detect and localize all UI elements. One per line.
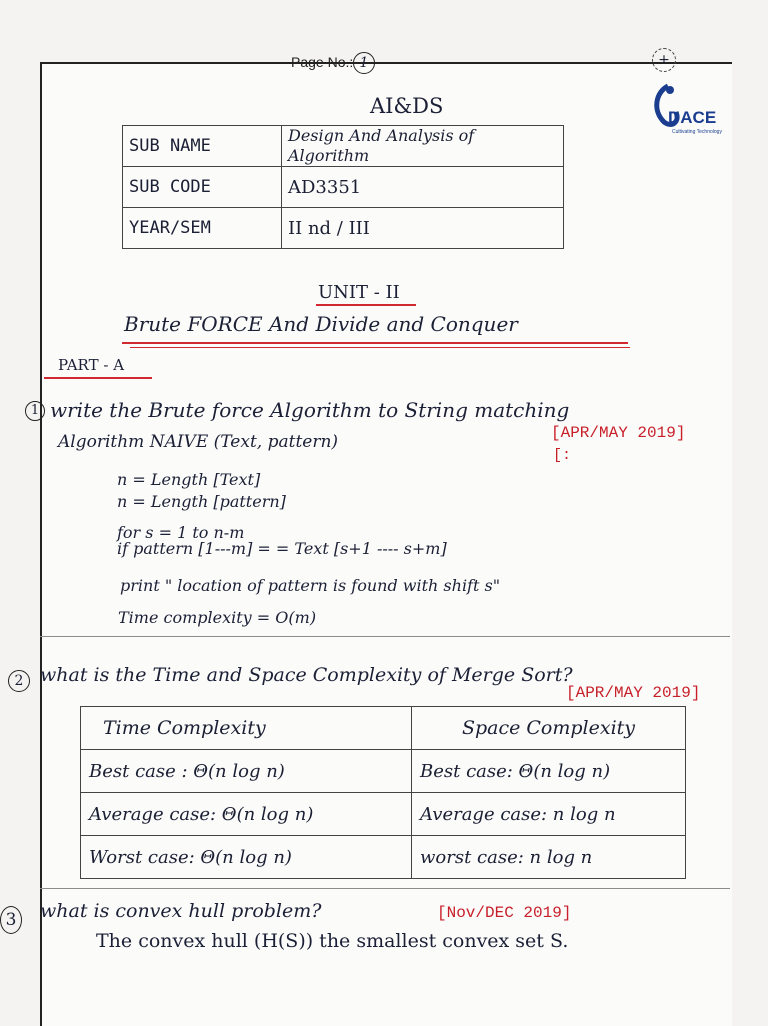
section-divider: [40, 636, 730, 637]
part-label: PART - A: [58, 356, 125, 374]
q1-algorithm-line: Algorithm NAIVE (Text, pattern): [58, 432, 339, 452]
subject-info-table: [122, 125, 564, 249]
q1-step-line: n = Length [pattern]: [117, 492, 286, 511]
sub-code-value: AD3351: [282, 167, 564, 208]
unit-subtitle: Brute FORCE And Divide and Conquer: [124, 312, 518, 336]
time-best-case: Best case : Θ(n log n): [81, 750, 412, 793]
time-worst-case: Worst case: Θ(n log n): [81, 836, 412, 879]
table-row: [81, 836, 686, 879]
q1-step-line: if pattern [1---m] = = Text [s+1 ---- s+m]: [117, 539, 447, 558]
sub-code-label: SUB CODE: [123, 167, 282, 208]
q1-step-line: for s = 1 to n-m: [117, 523, 245, 542]
q2-tag: [APR/MAY 2019]: [566, 684, 701, 702]
table-row: [123, 167, 564, 208]
unit-title-underline: [316, 304, 416, 306]
q3-question: what is convex hull problem?: [40, 900, 322, 922]
q1-tag: [APR/MAY 2019]: [551, 424, 686, 442]
space-best-case: Best case: Θ(n log n): [412, 750, 686, 793]
q1-number: 1: [25, 401, 45, 421]
corner-mark: +: [652, 48, 676, 72]
q2-question: what is the Time and Space Complexity of Merge Sort?: [40, 664, 573, 686]
sub-name-value: Design And Analysis of Algorithm: [282, 126, 564, 167]
logo-tagline: Cultivating Technology: [672, 129, 722, 135]
unit-subtitle-underline: [122, 342, 628, 344]
q3-answer: The convex hull (H(S)) the smallest convex set S.: [96, 930, 569, 952]
space-worst-case: worst case: n log n: [412, 836, 686, 879]
header-space-complexity: Space Complexity: [412, 707, 686, 750]
year-sem-label: YEAR/SEM: [123, 208, 282, 249]
logo-name: DACE: [668, 108, 717, 127]
space-average-case: Average case: n log n: [412, 793, 686, 836]
time-average-case: Average case: Θ(n log n): [81, 793, 412, 836]
part-label-underline: [44, 377, 152, 379]
page-number-value: 1: [353, 52, 375, 74]
q1-step-line: print " location of pattern is found with shift s": [120, 576, 501, 595]
q3-number: 3: [0, 906, 22, 934]
merge-sort-complexity-table: [80, 706, 686, 879]
department-title: AI&DS: [370, 94, 444, 118]
table-row: [81, 750, 686, 793]
q1-time-complexity: Time complexity = O(m): [118, 608, 317, 627]
q1-question: write the Brute force Algorithm to String matching: [50, 398, 570, 422]
sub-name-label: SUB NAME: [123, 126, 282, 167]
year-sem-value: II nd / III: [282, 208, 564, 249]
section-divider: [40, 888, 730, 889]
unit-subtitle-underline-2: [130, 347, 630, 348]
q1-tag-2: [:: [553, 447, 572, 464]
table-row: [123, 208, 564, 249]
q3-tag: [Nov/DEC 2019]: [437, 904, 572, 922]
page-number-label: Page No.:: [291, 54, 354, 70]
unit-title: UNIT - II: [318, 282, 400, 303]
q2-number: 2: [8, 670, 30, 692]
table-row: [81, 793, 686, 836]
table-row: [123, 126, 564, 167]
q1-step-line: n = Length [Text]: [117, 470, 261, 489]
college-logo: [642, 82, 738, 142]
header-time-complexity: Time Complexity: [81, 707, 412, 750]
table-row: [81, 707, 686, 750]
